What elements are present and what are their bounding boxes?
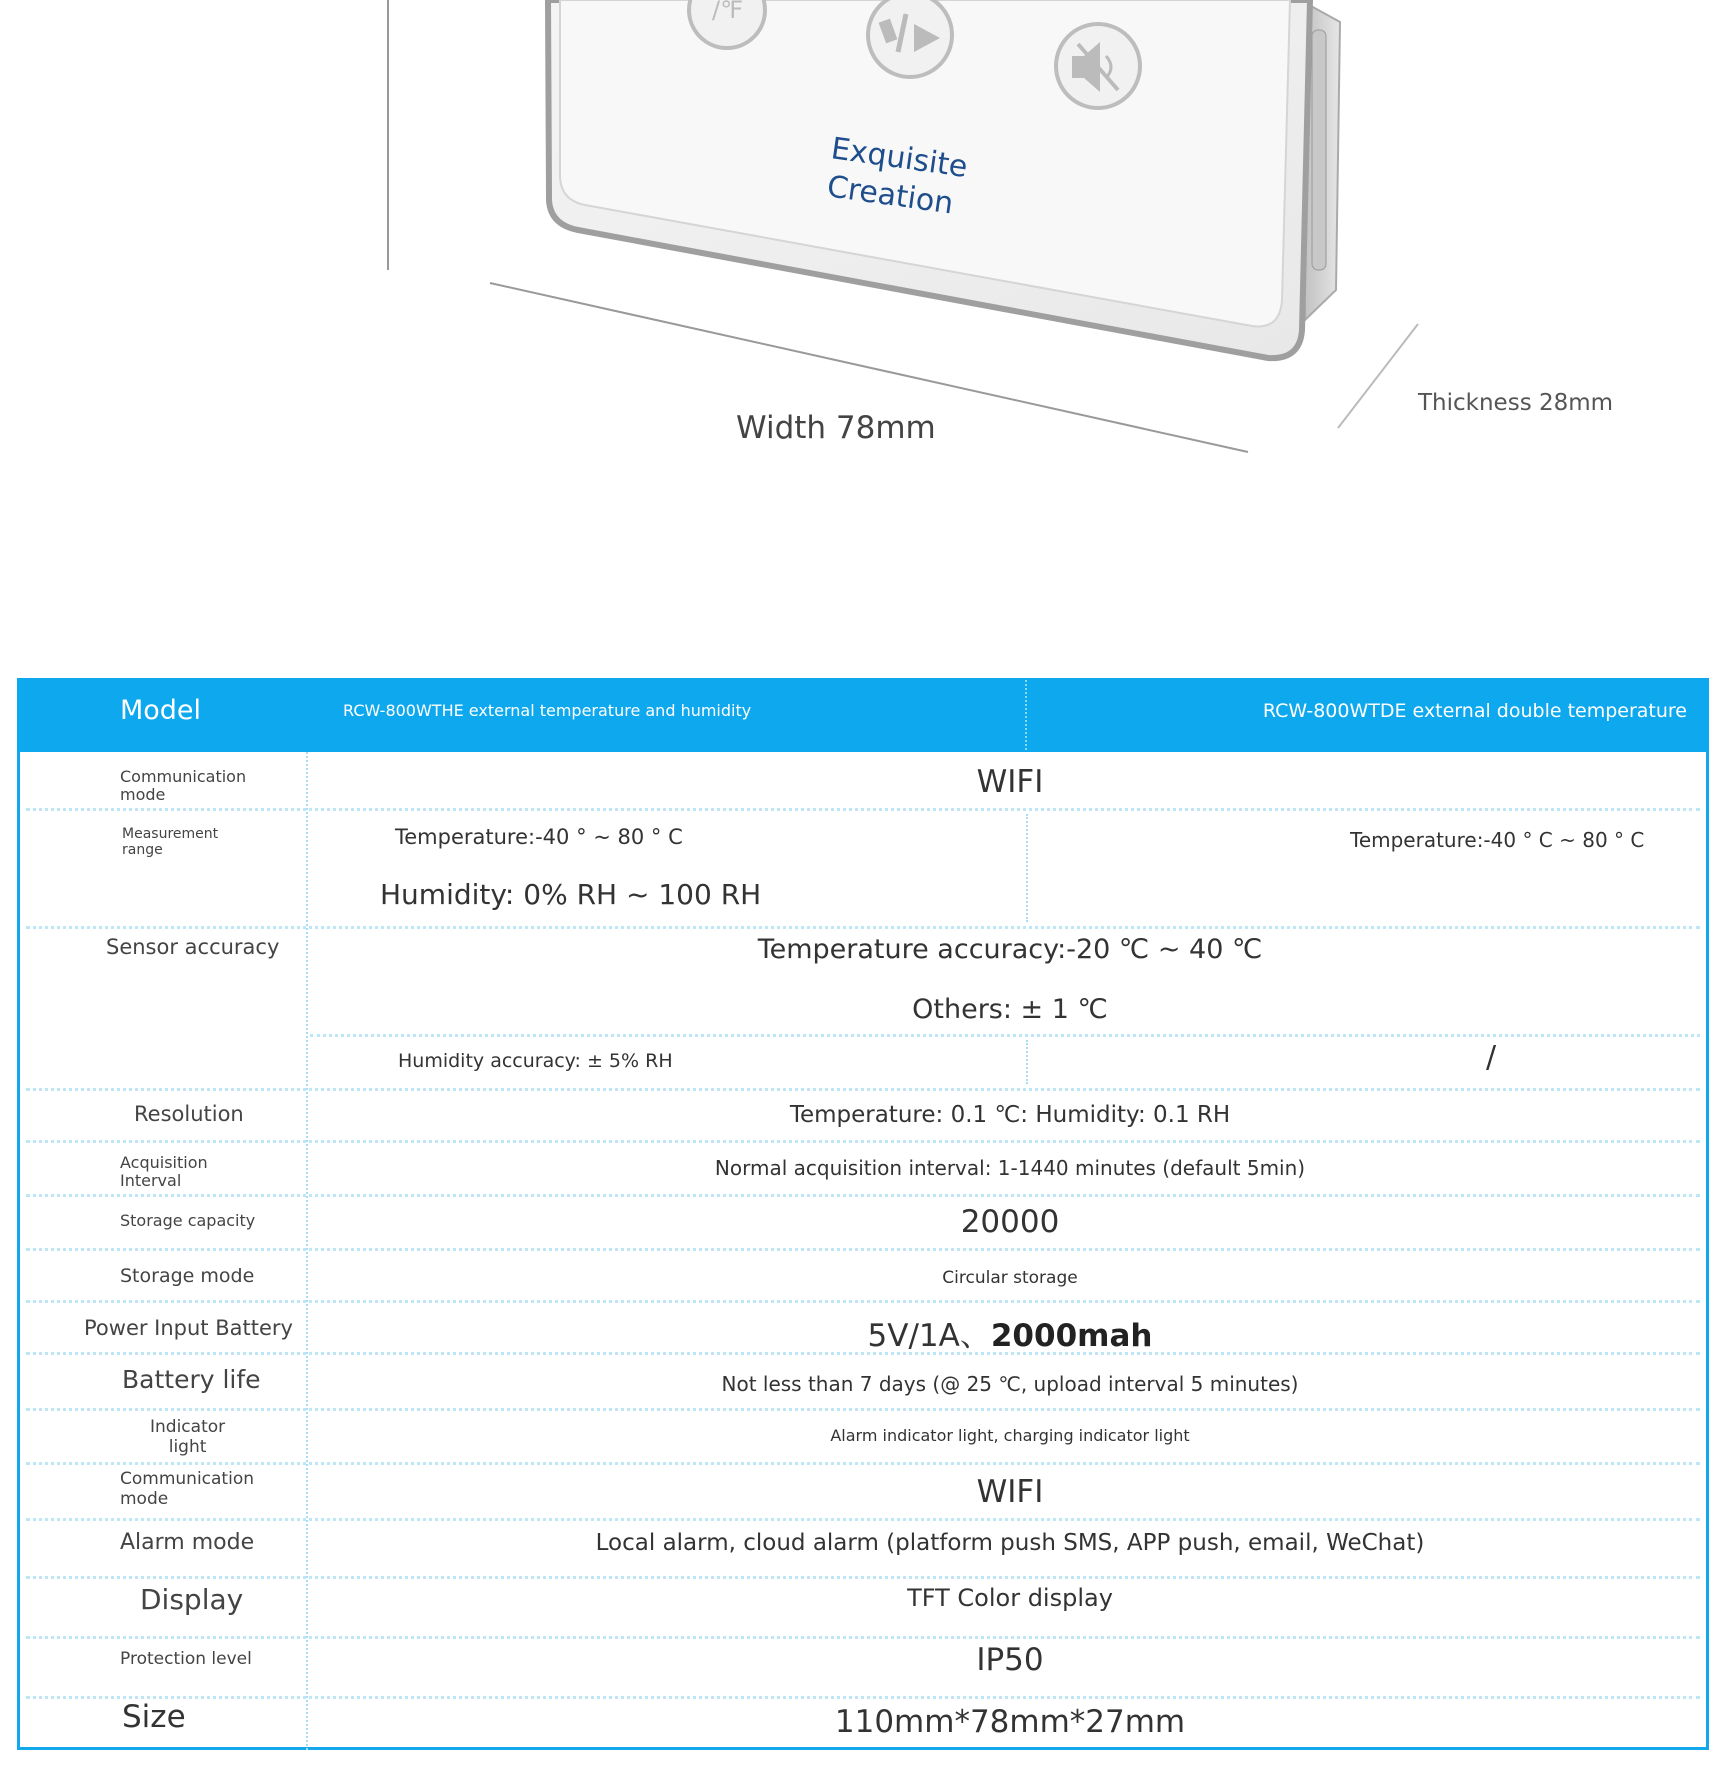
row-divider [26, 1636, 1700, 1639]
width-label: Width 78mm [736, 410, 936, 446]
device-drawing [0, 0, 1730, 640]
column-divider [1026, 814, 1028, 922]
row-label-protection-level: Protection level [120, 1649, 252, 1669]
value-battery-life: Not less than 7 days (@ 25 ℃, upload interval 5 minutes) [721, 1372, 1299, 1396]
row-divider [26, 1140, 1700, 1143]
value-measurement-col1-humidity: Humidity: 0% RH ~ 100 RH [380, 878, 762, 911]
product-illustration [0, 0, 1730, 640]
svg-text:/℉: /℉ [712, 0, 743, 24]
value-measurement-col1-temp: Temperature:-40 ° ~ 80 ° C [395, 825, 683, 849]
header-model: Model [119, 695, 202, 726]
value-sensor-others: Others: ± 1 ℃ [912, 994, 1108, 1025]
value-indicator-light: Alarm indicator light, charging indicator light [830, 1426, 1190, 1445]
row-label-storage-capacity: Storage capacity [120, 1211, 256, 1230]
row-divider [26, 1576, 1700, 1579]
row-label-display: Display [140, 1583, 244, 1616]
value-comm-mode: WIFI [976, 764, 1044, 800]
value-comm-mode-2: WIFI [976, 1474, 1044, 1510]
logo-text-line2: Creation [824, 169, 956, 222]
row-divider [26, 1462, 1700, 1465]
row-divider [26, 1696, 1700, 1699]
row-divider [26, 808, 1700, 811]
row-divider [26, 1408, 1700, 1411]
header-col1: RCW-800WTHE external temperature and humidity [343, 701, 752, 720]
row-divider [26, 1248, 1700, 1251]
value-power-input-battery [310, 1310, 1710, 1355]
row-divider [26, 1194, 1700, 1197]
play-pause-button-icon [868, 0, 952, 77]
side-button [1312, 30, 1326, 270]
row-divider [26, 1088, 1700, 1091]
value-resolution: Temperature: 0.1 ℃: Humidity: 0.1 RH [789, 1102, 1231, 1128]
row-label-alarm-mode: Alarm mode [120, 1530, 255, 1555]
thickness-dimension-line [1338, 324, 1418, 428]
table-header [17, 678, 1709, 752]
value-storage-mode: Circular storage [942, 1268, 1078, 1288]
value-power-capacity: 2000mah [990, 1318, 1153, 1354]
row-divider [26, 1518, 1700, 1521]
row-divider [310, 1034, 1700, 1037]
value-sensor-col2-humidity: / [1486, 1040, 1497, 1075]
row-label-comm-mode-2: Communication mode [120, 1469, 254, 1509]
value-display: TFT Color display [907, 1584, 1113, 1612]
value-storage-capacity: 20000 [960, 1204, 1060, 1240]
row-label-comm-mode: Communication mode [120, 767, 247, 805]
header-col2: RCW-800WTDE external double temperature [1262, 700, 1687, 722]
row-label-power-input-battery: Power Input Battery [84, 1316, 293, 1340]
header-divider [1025, 680, 1027, 750]
row-label-size: Size [122, 1699, 186, 1735]
column-divider [1026, 1040, 1028, 1084]
label-column-divider [306, 752, 308, 1750]
row-label-battery-life: Battery life [122, 1365, 261, 1394]
row-label-storage-mode: Storage mode [120, 1265, 255, 1287]
value-sensor-col1-humidity: Humidity accuracy: ± 5% RH [398, 1050, 673, 1072]
thickness-label: Thickness 28mm [1418, 390, 1614, 416]
mute-button-icon [1056, 24, 1140, 108]
row-label-acquisition-interval: Acquisition Interval [120, 1153, 208, 1191]
row-divider [26, 1300, 1700, 1303]
value-sensor-temp-accuracy: Temperature accuracy:-20 ℃ ~ 40 ℃ [757, 934, 1263, 965]
row-label-resolution: Resolution [134, 1102, 244, 1126]
value-size: 110mm*78mm*27mm [834, 1704, 1186, 1740]
value-power-voltage: 5V/1A、 [867, 1318, 991, 1354]
row-divider [26, 926, 1700, 929]
value-alarm-mode: Local alarm, cloud alarm (platform push SMS, APP push, email, WeChat) [595, 1530, 1425, 1556]
logo-text-line1: Exquisite [828, 131, 970, 186]
spec-table [17, 678, 1709, 1750]
value-measurement-col2-temp: Temperature:-40 ° C ~ 80 ° C [1350, 828, 1645, 852]
row-label-measurement-range: Measurement range [122, 826, 219, 859]
row-label-sensor-accuracy: Sensor accuracy [106, 935, 280, 959]
row-label-indicator-light: Indicator light [150, 1417, 226, 1457]
value-protection-level: IP50 [976, 1642, 1044, 1678]
value-acquisition-interval: Normal acquisition interval: 1-1440 minutes (default 5min) [714, 1156, 1306, 1180]
